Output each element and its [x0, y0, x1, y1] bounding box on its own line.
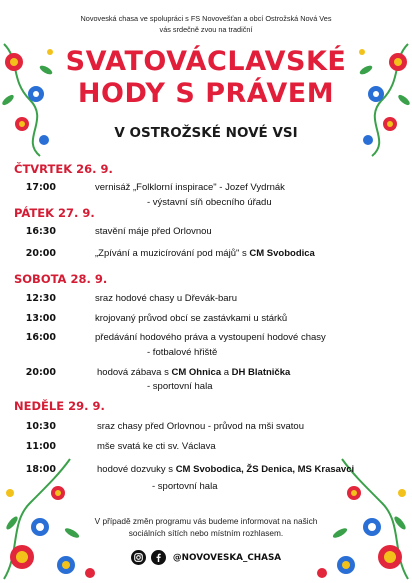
title-line-2: HODY S PRÁVEM — [77, 78, 335, 109]
event-time: 13:00 — [25, 313, 56, 324]
event-location: - výstavní síň obecního úřadu — [147, 197, 272, 208]
day-heading-saturday: SOBOTA 28. 9. — [14, 272, 108, 286]
band-name: CM Svobodica — [249, 248, 315, 259]
event-text — [97, 367, 290, 378]
event-time: 11:00 — [25, 441, 56, 452]
title-line-1: SVATOVÁCLAVSKÉ — [65, 46, 347, 77]
event-text-part: hodová zábava s — [97, 367, 172, 378]
intro-line-1: Novoveská chasa ve spolupráci s FS Novovešťan a obcí Ostrožská Nová Ves — [80, 14, 332, 23]
footer-line-1: V případě změn programu vás budeme informovat na našich — [94, 516, 318, 526]
event-text-part: a — [221, 367, 232, 378]
event-time: 20:00 — [25, 248, 56, 259]
social-handle[interactable]: @NOVOVESKA_CHASA — [172, 552, 282, 563]
event-time: 12:30 — [25, 293, 56, 304]
facebook-icon[interactable] — [151, 550, 166, 565]
page-title — [0, 46, 412, 110]
day-heading-friday: PÁTEK 27. 9. — [14, 206, 95, 220]
event-location: - fotbalové hřiště — [147, 347, 218, 358]
event-text-part: hodové dozvuky s — [97, 464, 176, 475]
event-text: krojovaný průvod obcí se zastávkami u stárků — [95, 313, 288, 324]
event-time: 20:00 — [25, 367, 56, 378]
footer-note — [70, 515, 342, 539]
event-text: mše svatá ke cti sv. Václava — [97, 441, 216, 452]
intro-text — [70, 13, 342, 35]
page-subtitle: V OSTROŽSKÉ NOVÉ VSI — [114, 125, 298, 141]
instagram-icon[interactable] — [131, 550, 146, 565]
event-text: sraz chasy před Orlovnou - průvod na mši svatou — [97, 421, 304, 432]
intro-line-2: vás srdečně zvou na tradiční — [159, 25, 253, 34]
footer-line-2: sociálních sítích nebo místním rozhlasem. — [128, 528, 284, 538]
band-name: DH Blatnička — [231, 367, 291, 378]
event-time: 16:30 — [25, 226, 56, 237]
event-text-part: „Zpívání a muzicírování pod májů" s — [95, 248, 250, 259]
event-text: stavění máje před Orlovnou — [95, 226, 212, 237]
event-time: 17:00 — [25, 182, 56, 193]
event-text — [95, 248, 315, 259]
band-name: CM Ohnica — [171, 367, 222, 378]
day-heading-thursday: ČTVRTEK 26. 9. — [14, 162, 113, 176]
event-time: 10:30 — [25, 421, 56, 432]
social-links — [0, 550, 412, 565]
event-location: - sportovní hala — [152, 481, 218, 492]
event-text: předávání hodového práva a vystoupení hodové chasy — [95, 332, 326, 343]
event-location: - sportovní hala — [147, 381, 213, 392]
day-heading-sunday: NEDĚLE 29. 9. — [14, 399, 105, 413]
event-text — [97, 464, 354, 475]
event-text: sraz hodové chasy u Dřevák-baru — [95, 293, 238, 304]
event-time: 18:00 — [25, 464, 56, 475]
event-time: 16:00 — [25, 332, 56, 343]
band-name: CM Svobodica, ŽS Denica, MS Krasavci — [175, 464, 355, 475]
event-text: vernisáž „Folklorní inspirace" - Jozef Vydrnák — [95, 182, 285, 193]
